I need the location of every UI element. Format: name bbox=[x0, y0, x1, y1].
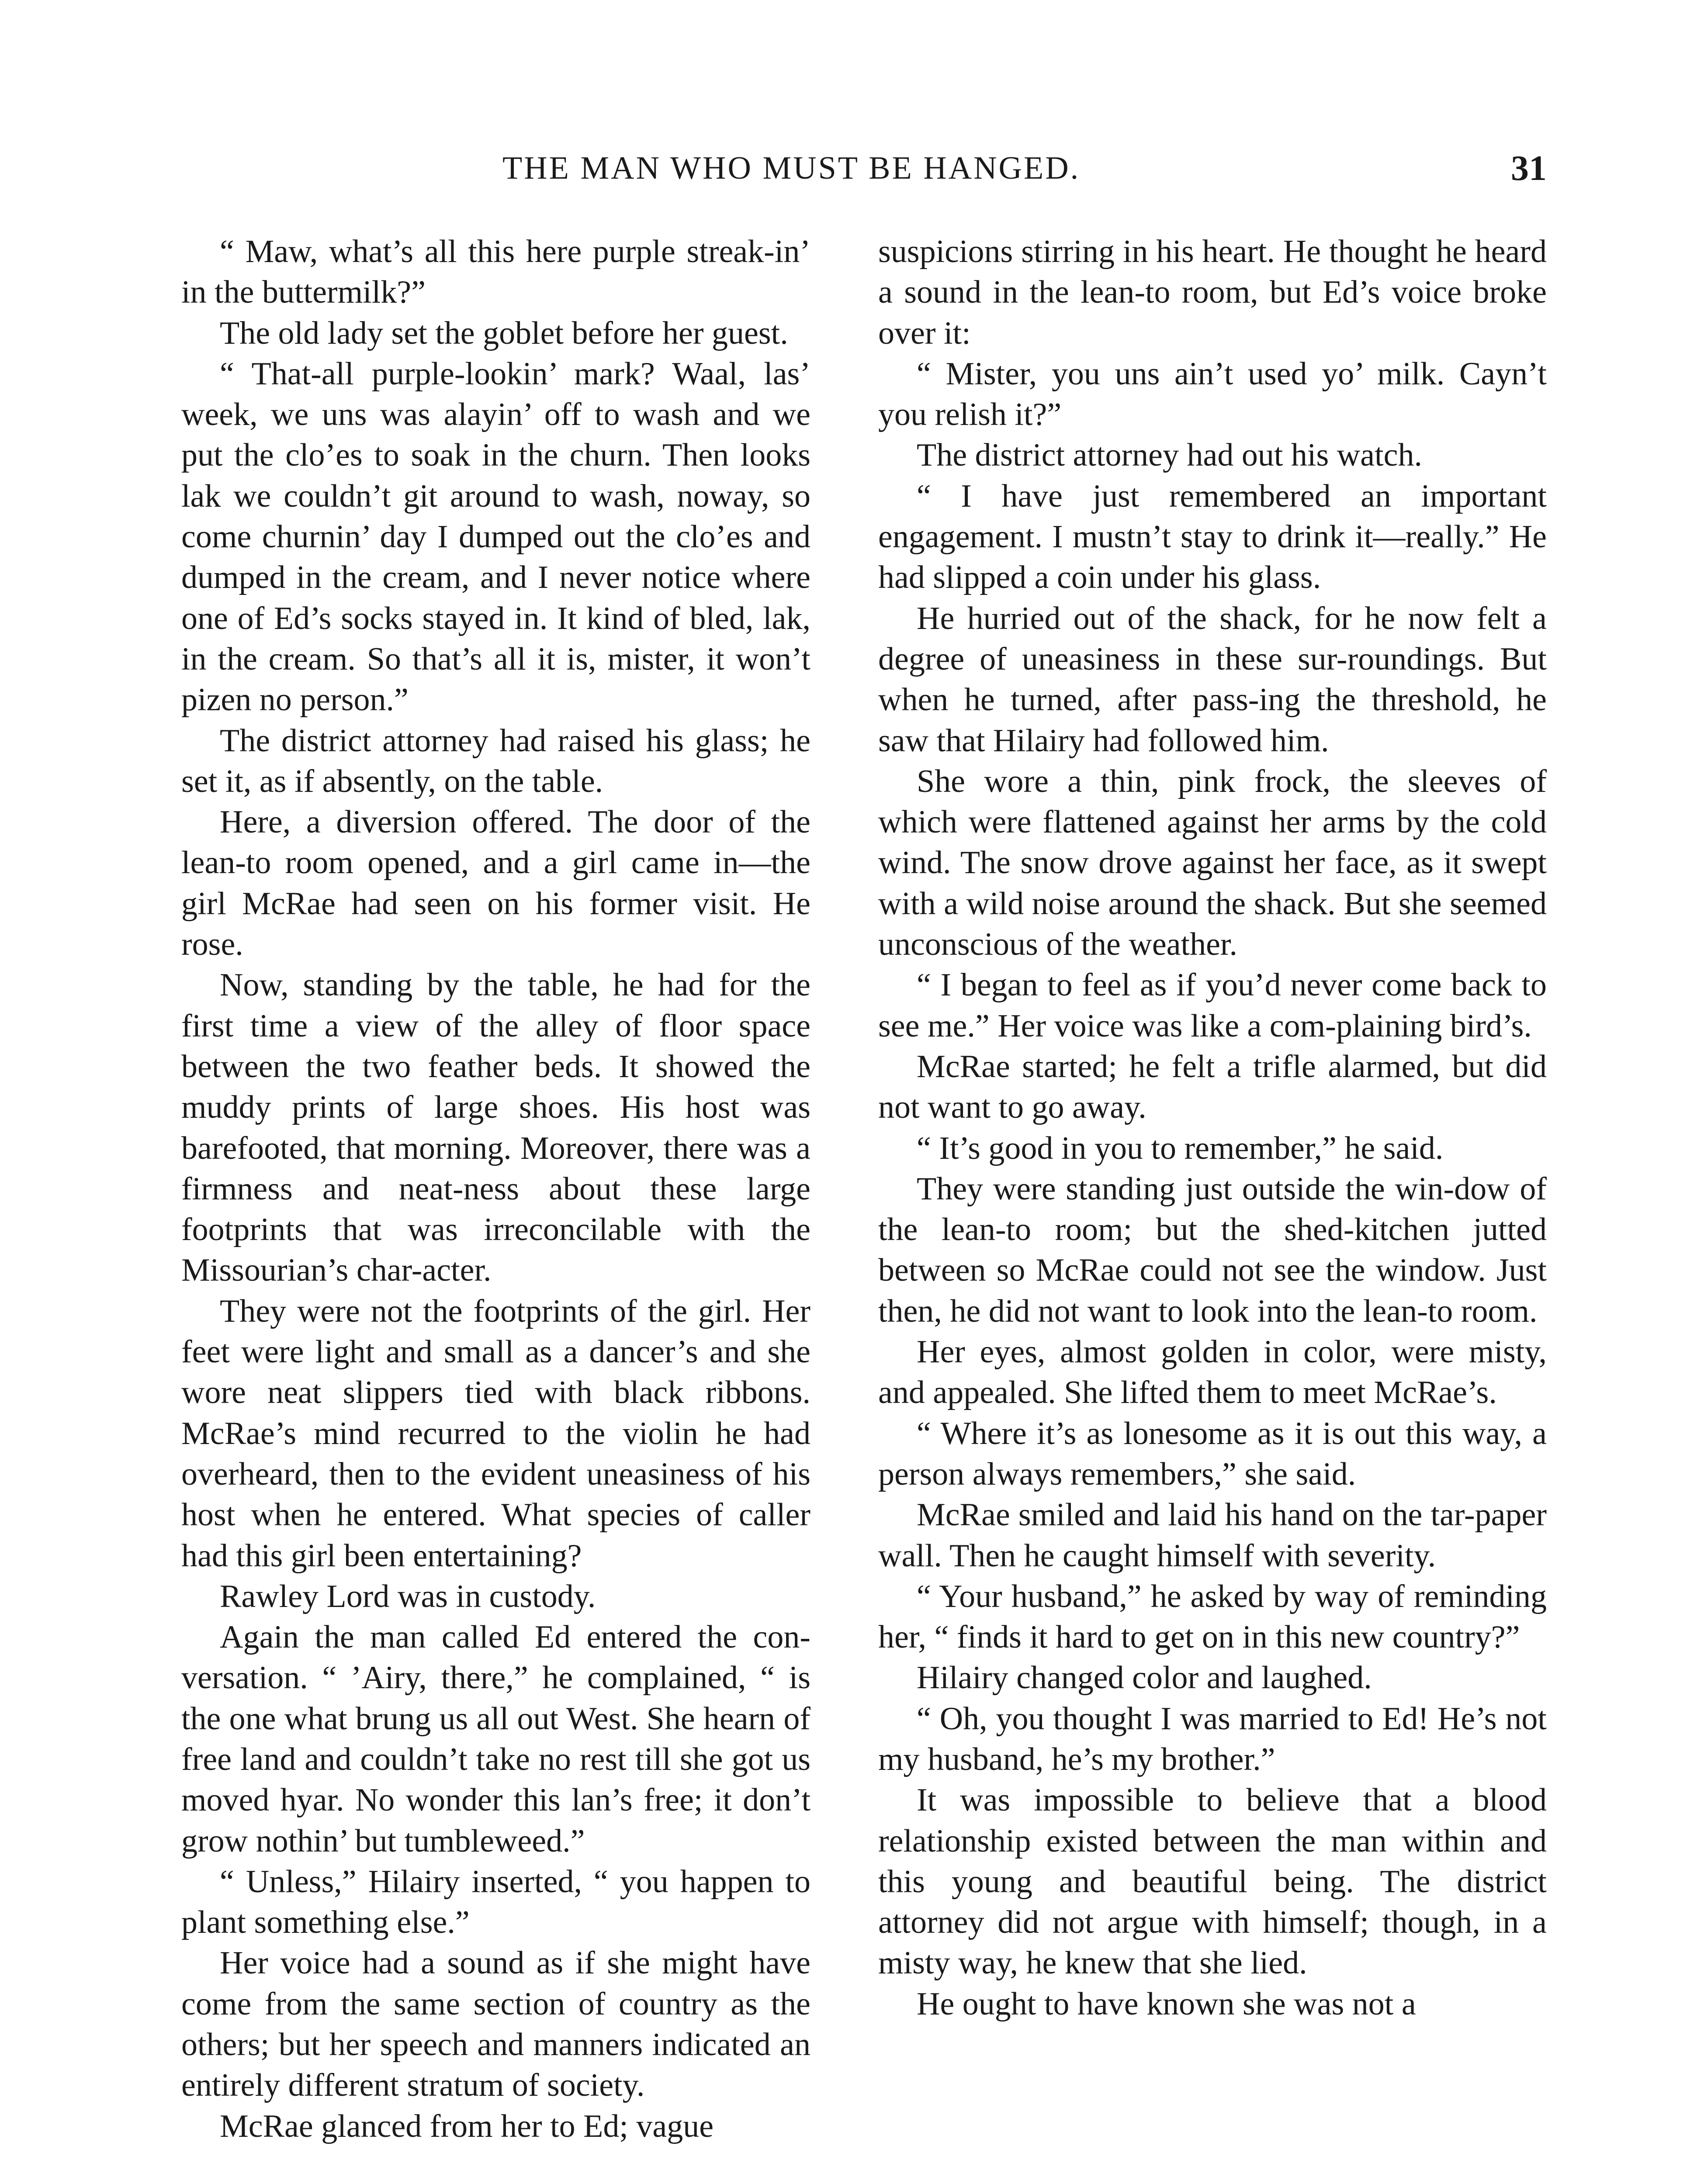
paragraph: McRae smiled and laid his hand on the tar-paper wall. Then he caught himself with severity. bbox=[878, 1497, 1547, 1574]
paragraph: He ought to have known she was not a bbox=[917, 1986, 1416, 2022]
paragraph: She wore a thin, pink frock, the sleeves of which were flattened against her arms by the cold wind. The snow drove against her face, as it swept with a wild noise around the shack. But she seemed unconscious of the weather. bbox=[878, 763, 1547, 963]
paragraph: Again the man called Ed entered the con-versation. “ ’Airy, there,” he complained, “ is the one what brung us all out West. She hearn of free land and couldn’t take no rest till she got us moved hyar. No wonder this lan’s free; it don’t grow nothin’ but tumbleweed.” bbox=[181, 1619, 810, 1859]
paragraph: “ I have just remembered an important engagement. I mustn’t stay to drink it—really.” He had slipped a coin under his glass. bbox=[878, 478, 1547, 596]
paragraph: The district attorney had out his watch. bbox=[917, 437, 1422, 473]
paragraph: “ Maw, what’s all this here purple streak-in’ in the buttermilk?” bbox=[181, 234, 810, 311]
paragraph: “ That-all purple-lookin’ mark? Waal, las’ week, we uns was alayin’ off to wash and we put the clo’es to soak in the churn. Then looks lak we couldn’t git around to wash, noway, so come churnin’ day I dumped out the clo’es and dumped in the cream, and I never notice where one of Ed’s socks stayed in. It kind of bled, lak, in the cream. So that’s all it is, mister, it won’t pizen no person.” bbox=[181, 356, 810, 718]
paragraph: “ It’s good in you to remember,” he said. bbox=[917, 1130, 1444, 1166]
paragraph: They were standing just outside the win-dow of the lean-to room; but the shed-kitchen jutted between so McRae could not see the window. Just then, he did not want to look into the lean-to room. bbox=[878, 1171, 1547, 1329]
text-column-right bbox=[878, 232, 1547, 2184]
paragraph: McRae started; he felt a trifle alarmed, but did not want to go away. bbox=[878, 1048, 1547, 1126]
paragraph: The old lady set the goblet before her guest. bbox=[220, 315, 788, 351]
paragraph: “ Mister, you uns ain’t used yo’ milk. Cayn’t you relish it?” bbox=[878, 356, 1547, 433]
text-column-left bbox=[181, 232, 810, 2184]
paragraph: Her voice had a sound as if she might have come from the same section of country as the others; but her speech and manners indicated an entirely different stratum of society. bbox=[181, 1945, 810, 2104]
continued-paragraph: suspicions stirring in his heart. He thought he heard a sound in the lean-to room, but Ed’s voice broke over it: bbox=[878, 234, 1547, 351]
paragraph: Now, standing by the table, he had for the first time a view of the alley of floor space between the two feather beds. It showed the muddy prints of large shoes. His host was barefooted, that morning. Moreover, there was a firmness and neat-ness about these large footprints that was irreconcilable with the Missourian’s char-acter. bbox=[181, 967, 810, 1289]
paragraph: Here, a diversion offered. The door of the lean-to room opened, and a girl came in—the girl McRae had seen on his former visit. He rose. bbox=[181, 804, 810, 963]
paragraph: They were not the footprints of the girl. Her feet were light and small as a dancer’s and she wore neat slippers tied with black ribbons. McRae’s mind recurred to the violin he had overheard, then to the evident uneasiness of his host when he entered. What species of caller had this girl been entertaining? bbox=[181, 1293, 810, 1574]
page-number: 31 bbox=[1511, 148, 1547, 188]
paragraph: Hilairy changed color and laughed. bbox=[917, 1660, 1372, 1696]
running-head bbox=[184, 144, 1547, 192]
paragraph: It was impossible to believe that a blood relationship existed between the man within and this young and beautiful being. The district attorney did not argue with himself; though, in a misty way, he knew that she lied. bbox=[878, 1782, 1547, 1981]
paragraph: McRae glanced from her to Ed; vague bbox=[220, 2108, 714, 2144]
paragraph: He hurried out of the shack, for he now felt a degree of uneasiness in these sur-roundings. But when he turned, after pass-ing the threshold, he saw that Hilairy had followed him. bbox=[878, 600, 1547, 759]
paragraph: “ Oh, you thought I was married to Ed! He’s not my husband, he’s my brother.” bbox=[878, 1700, 1547, 1777]
paragraph: “ Unless,” Hilairy inserted, “ you happen to plant something else.” bbox=[181, 1863, 810, 1941]
paragraph: Her eyes, almost golden in color, were misty, and appealed. She lifted them to meet McRae’s. bbox=[878, 1334, 1547, 1411]
paragraph: “ I began to feel as if you’d never come back to see me.” Her voice was like a com-plaining bird’s. bbox=[878, 967, 1547, 1044]
paragraph: Rawley Lord was in custody. bbox=[220, 1578, 596, 1614]
paragraph: “ Where it’s as lonesome as it is out this way, a person always remembers,” she said. bbox=[878, 1415, 1547, 1492]
running-title: THE MAN WHO MUST BE HANGED. bbox=[502, 150, 1081, 186]
paragraph: “ Your husband,” he asked by way of reminding her, “ finds it hard to get on in this new country?” bbox=[878, 1578, 1547, 1655]
paragraph: The district attorney had raised his glass; he set it, as if absently, on the table. bbox=[181, 722, 810, 799]
